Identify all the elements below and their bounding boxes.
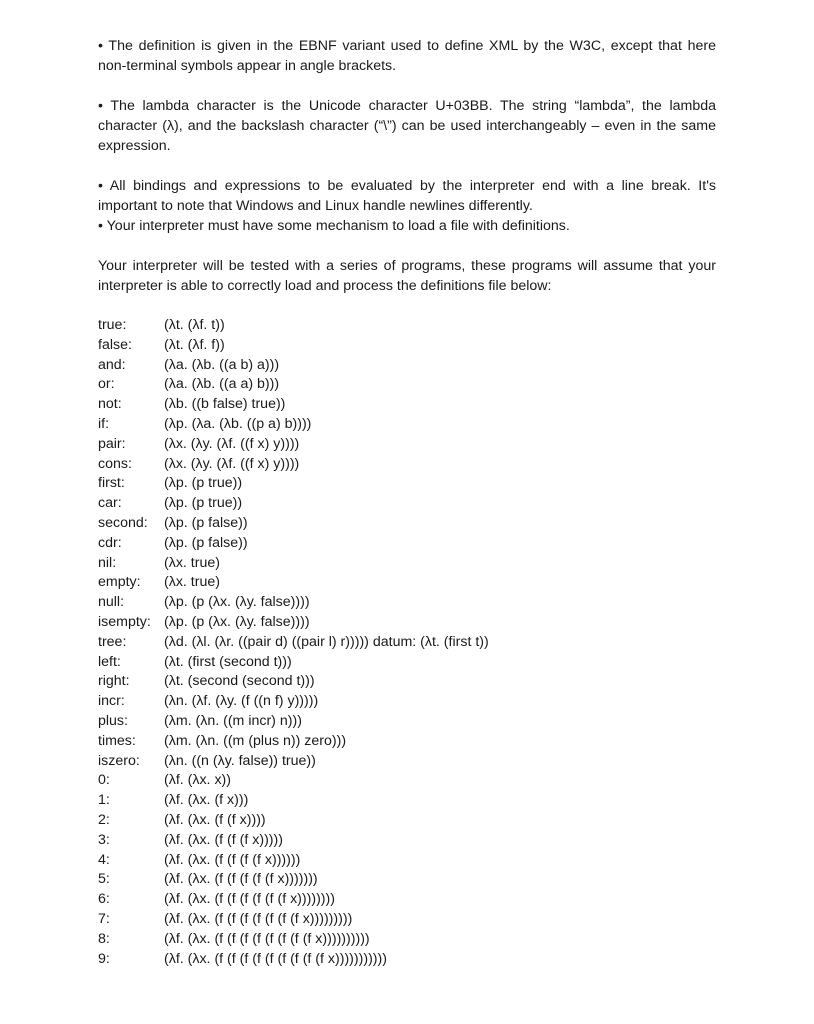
- definition-row: [98, 890, 716, 910]
- definition-name: iszero:: [98, 752, 140, 769]
- definition-row: [98, 732, 716, 752]
- definition-row: [98, 514, 716, 534]
- definition-expression: (λf. (λx. (f (f (f (f (f (f x)))))))): [164, 891, 335, 908]
- definition-expression: (λn. (λf. (λy. (f ((n f) y))))): [164, 693, 319, 710]
- definition-expression: (λp. (p false)): [164, 534, 248, 551]
- definition-expression: (λa. (λb. ((a a) b))): [164, 376, 280, 393]
- definition-row: [98, 930, 716, 950]
- definition-row: [98, 356, 716, 376]
- definition-name: 1:: [98, 792, 110, 809]
- definition-name: 8:: [98, 930, 110, 947]
- definition-name: left:: [98, 653, 121, 670]
- definition-name: 2:: [98, 811, 110, 828]
- definition-row: [98, 474, 716, 494]
- definition-row: [98, 573, 716, 593]
- definition-expression: (λt. (λf. f)): [164, 336, 225, 353]
- definition-row: [98, 613, 716, 633]
- definition-name: nil:: [98, 554, 117, 571]
- definition-expression: (λa. (λb. ((a b) a))): [164, 356, 280, 373]
- definition-expression: (λf. (λx. (f (f (f (f (f (f (f (f (f x))))))))))): [164, 950, 387, 967]
- definition-name: 4:: [98, 851, 110, 868]
- definition-name: isempty:: [98, 613, 151, 630]
- definition-row: [98, 534, 716, 554]
- definition-name: cdr:: [98, 534, 122, 551]
- definition-name: tree:: [98, 633, 127, 650]
- definition-expression: (λx. (λy. (λf. ((f x) y)))): [164, 455, 300, 472]
- definition-row: [98, 593, 716, 613]
- definition-expression: (λp. (p true)): [164, 495, 243, 512]
- definition-row: [98, 316, 716, 336]
- definition-expression: (λf. (λx. (f (f (f (f (f x))))))): [164, 871, 318, 888]
- definition-name: false:: [98, 336, 132, 353]
- definition-name: car:: [98, 495, 122, 512]
- definition-expression: (λp. (p (λx. (λy. false)))): [164, 613, 310, 630]
- definition-row: [98, 870, 716, 890]
- definition-name: 5:: [98, 871, 110, 888]
- definition-row: [98, 494, 716, 514]
- definition-name: not:: [98, 396, 122, 413]
- definition-row: [98, 672, 716, 692]
- definition-name: empty:: [98, 574, 141, 591]
- definition-row: [98, 791, 716, 811]
- definition-name: 7:: [98, 910, 110, 927]
- spacer: [98, 236, 716, 256]
- definition-name: if:: [98, 415, 110, 432]
- definition-row: [98, 455, 716, 475]
- definition-name: times:: [98, 732, 136, 749]
- definitions-list: [98, 316, 716, 969]
- definition-expression: (λp. (p false)): [164, 514, 248, 531]
- definition-row: [98, 910, 716, 930]
- definition-row: [98, 336, 716, 356]
- definition-expression: (λd. (λl. (λr. ((pair d) ((pair l) r))))) datum: (λt. (first t)): [164, 633, 489, 650]
- definition-name: cons:: [98, 455, 132, 472]
- definition-expression: (λf. (λx. (f (f x)))): [164, 811, 266, 828]
- definition-expression: (λf. (λx. (f x))): [164, 792, 249, 809]
- paragraph-load-file-note: • Your interpreter must have some mechanism to load a file with definitions.: [98, 218, 570, 234]
- spacer: [98, 76, 716, 96]
- definition-expression: (λf. (λx. x)): [164, 772, 231, 789]
- definition-expression: (λm. (λn. ((m incr) n))): [164, 712, 302, 729]
- paragraph-test-intro: Your interpreter will be tested with a series of programs, these programs will assume that your interpreter is able to correctly load and process the definitions file below:: [98, 258, 716, 294]
- definition-row: [98, 435, 716, 455]
- definition-name: 0:: [98, 772, 110, 789]
- definition-name: true:: [98, 317, 127, 333]
- definition-name: second:: [98, 514, 148, 531]
- definition-expression: (λb. ((b false) true)): [164, 396, 286, 413]
- definition-row: [98, 554, 716, 574]
- definition-row: [98, 712, 716, 732]
- definition-name: first:: [98, 475, 125, 492]
- definition-row: [98, 653, 716, 673]
- definition-name: pair:: [98, 435, 126, 452]
- definition-name: incr:: [98, 693, 125, 710]
- definition-expression: (λp. (p true)): [164, 475, 243, 492]
- definition-expression: (λf. (λx. (f (f (f (f x)))))): [164, 851, 301, 868]
- definition-row: [98, 851, 716, 871]
- definition-name: 9:: [98, 950, 110, 967]
- definition-expression: (λx. (λy. (λf. ((f x) y)))): [164, 435, 300, 452]
- definition-row: [98, 395, 716, 415]
- definition-row: [98, 831, 716, 851]
- definition-name: null:: [98, 594, 125, 611]
- definition-expression: (λx. true): [164, 554, 220, 571]
- definition-row: [98, 692, 716, 712]
- paragraph-ebnf-note: • The definition is given in the EBNF variant used to define XML by the W3C, except that here non-terminal symbols appear in angle brackets.: [98, 38, 716, 74]
- definition-expression: (λp. (λa. (λb. ((p a) b)))): [164, 415, 312, 432]
- paragraph-lambda-note: • The lambda character is the Unicode character U+03BB. The string “lambda”, the lambda character (λ), and the backslash character (“\”) can be used interchangeably – even in the same expression.: [98, 98, 716, 154]
- definition-row: [98, 811, 716, 831]
- definition-expression: (λt. (second (second t))): [164, 673, 315, 690]
- definition-expression: (λf. (λx. (f (f (f (f (f (f (f (f x)))))))))): [164, 930, 370, 947]
- definition-name: or:: [98, 376, 115, 393]
- definition-row: [98, 752, 716, 772]
- paragraph-linebreak-note: • All bindings and expressions to be evaluated by the interpreter end with a line break. It's important to note that Windows and Linux handle newlines differently.: [98, 178, 716, 214]
- definition-row: [98, 771, 716, 791]
- definition-row: [98, 950, 716, 970]
- document-page: [98, 36, 716, 969]
- definition-row: [98, 633, 716, 653]
- definition-expression: (λm. (λn. ((m (plus n)) zero))): [164, 732, 347, 749]
- definition-expression: (λt. (λf. t)): [164, 317, 225, 333]
- definition-row: [98, 415, 716, 435]
- definition-name: plus:: [98, 712, 128, 729]
- definition-name: 3:: [98, 831, 110, 848]
- definition-expression: (λx. true): [164, 574, 220, 591]
- definition-expression: (λp. (p (λx. (λy. false)))): [164, 594, 310, 611]
- definition-expression: (λf. (λx. (f (f (f x))))): [164, 831, 283, 848]
- spacer: [98, 156, 716, 176]
- definition-name: 6:: [98, 891, 110, 908]
- definition-expression: (λn. ((n (λy. false)) true)): [164, 752, 316, 769]
- definition-name: right:: [98, 673, 130, 690]
- definition-expression: (λt. (first (second t))): [164, 653, 292, 670]
- definition-row: [98, 375, 716, 395]
- definition-expression: (λf. (λx. (f (f (f (f (f (f (f x))))))))): [164, 910, 353, 927]
- definition-name: and:: [98, 356, 126, 373]
